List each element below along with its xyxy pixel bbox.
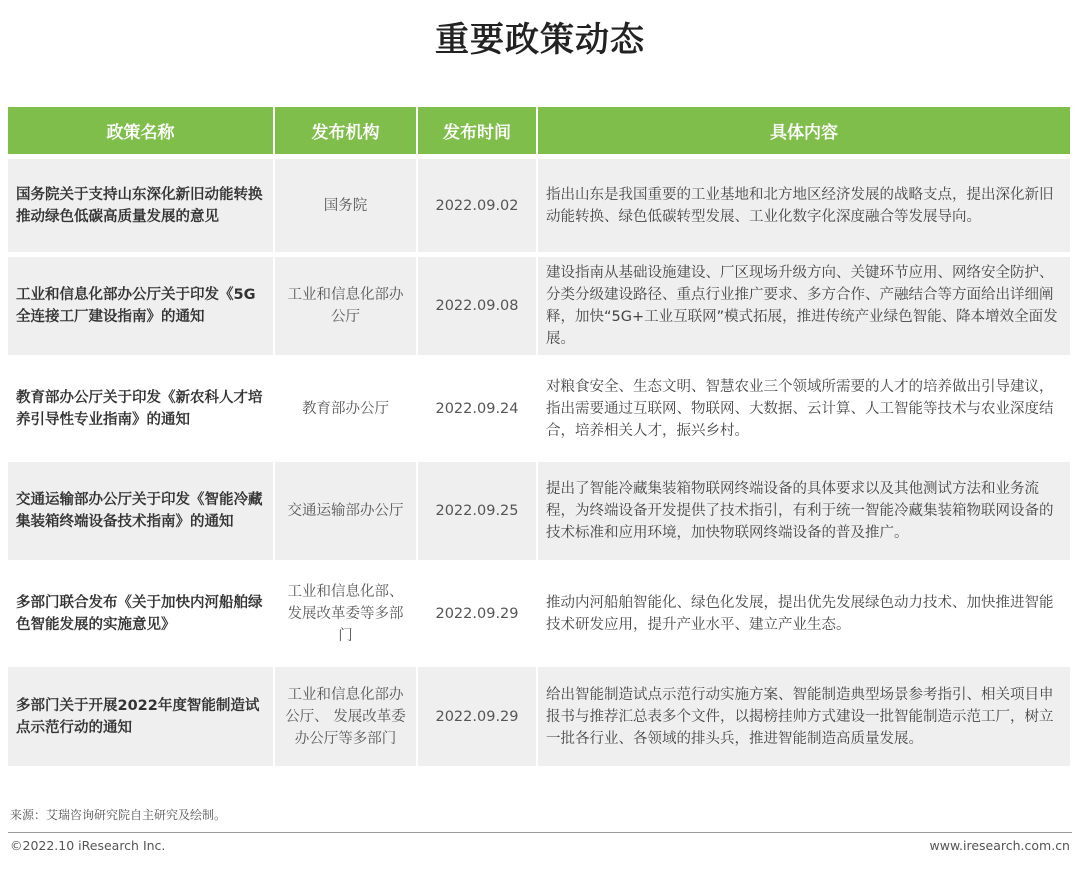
header-details: 具体内容 xyxy=(538,107,1070,154)
policy-date: 2022.09.08 xyxy=(418,252,538,355)
table-row xyxy=(8,154,1070,252)
table-header-row xyxy=(8,107,1070,154)
policy-date: 2022.09.29 xyxy=(418,560,538,662)
policy-name: 工业和信息化部办公厅关于印发《5G全连接工厂建设指南》的通知 xyxy=(8,252,275,355)
policy-name: 多部门联合发布《关于加快内河船舶绿色智能发展的实施意见》 xyxy=(8,560,275,662)
policy-name: 交通运输部办公厅关于印发《智能冷藏集装箱终端设备技术指南》的通知 xyxy=(8,457,275,560)
policy-date: 2022.09.24 xyxy=(418,355,538,457)
policy-table xyxy=(8,107,1070,766)
policy-name: 国务院关于支持山东深化新旧动能转换推动绿色低碳高质量发展的意见 xyxy=(8,154,275,252)
policy-agency: 交通运输部办公厅 xyxy=(275,457,418,560)
policy-detail: 指出山东是我国重要的工业基地和北方地区经济发展的战略支点，提出深化新旧动能转换、绿色低碳转型发展、工业化数字化深度融合等发展导向。 xyxy=(538,154,1070,252)
table-row xyxy=(8,457,1070,560)
policy-name: 教育部办公厅关于印发《新农科人才培养引导性专业指南》的通知 xyxy=(8,355,275,457)
table-row xyxy=(8,560,1070,662)
policy-detail: 给出智能制造试点示范行动实施方案、智能制造典型场景参考指引、相关项目申报书与推荐汇总表多个文件，以揭榜挂帅方式建设一批智能制造示范工厂，树立一批各行业、各领域的排头兵，推进智能制造高质量发展。 xyxy=(538,662,1070,766)
header-issuing-agency: 发布机构 xyxy=(275,107,418,154)
policy-agency: 工业和信息化部办公厅 xyxy=(275,252,418,355)
table-row xyxy=(8,662,1070,766)
policy-name: 多部门关于开展2022年度智能制造试点示范行动的通知 xyxy=(8,662,275,766)
policy-agency: 教育部办公厅 xyxy=(275,355,418,457)
policy-detail: 提出了智能冷藏集装箱物联网终端设备的具体要求以及其他测试方法和业务流程，为终端设备开发提供了技术指引，有利于统一智能冷藏集装箱物联网设备的技术标准和应用环境，加快物联网终端设备的普及推广。 xyxy=(538,457,1070,560)
policy-detail: 推动内河船舶智能化、绿色化发展，提出优先发展绿色动力技术、加快推进智能技术研发应用，提升产业水平、建立产业生态。 xyxy=(538,560,1070,662)
header-policy-name: 政策名称 xyxy=(8,107,275,154)
policy-detail: 建设指南从基础设施建设、厂区现场升级方向、关键环节应用、网络安全防护、分类分级建设路径、重点行业推广要求、多方合作、产融结合等方面给出详细阐释，加快“5G+工业互联网”模式拓展，推进传统产业绿色智能、降本增效全面发展。 xyxy=(538,252,1070,355)
footer-divider xyxy=(8,832,1072,833)
page-title: 重要政策动态 xyxy=(435,20,645,60)
policy-agency: 工业和信息化部、发展改革委等多部门 xyxy=(275,560,418,662)
table-row xyxy=(8,355,1070,457)
table-row xyxy=(8,252,1070,355)
website-link[interactable]: www.iresearch.com.cn xyxy=(929,838,1070,853)
source-note: 来源：艾瑞咨询研究院自主研究及绘制。 xyxy=(10,808,227,822)
copyright-text: ©2022.10 iResearch Inc. xyxy=(10,838,166,853)
policy-date: 2022.09.29 xyxy=(418,662,538,766)
policy-agency: 国务院 xyxy=(275,154,418,252)
policy-date: 2022.09.02 xyxy=(418,154,538,252)
policy-detail: 对粮食安全、生态文明、智慧农业三个领域所需要的人才的培养做出引导建议，指出需要通过互联网、物联网、大数据、云计算、人工智能等技术与农业深度结合，培养相关人才，振兴乡村。 xyxy=(538,355,1070,457)
policy-agency: 工业和信息化部办公厅、 发展改革委办公厅等多部门 xyxy=(275,662,418,766)
header-release-date: 发布时间 xyxy=(418,107,538,154)
policy-date: 2022.09.25 xyxy=(418,457,538,560)
